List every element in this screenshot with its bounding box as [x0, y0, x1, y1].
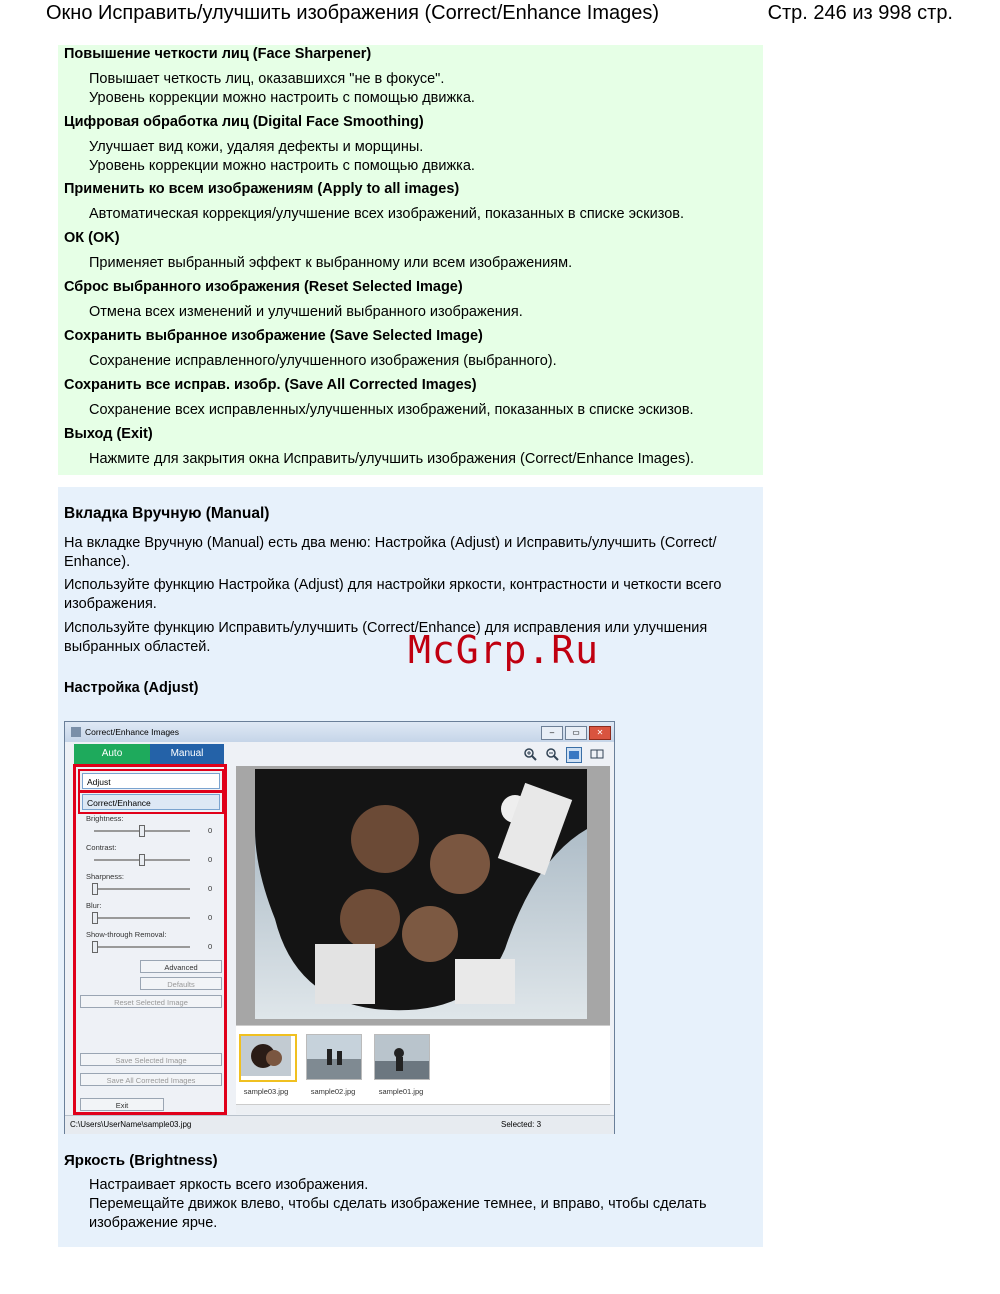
definition-text: Сохранение исправленного/улучшенного изображения (выбранного).	[89, 353, 557, 369]
show-through-label: Show-through Removal:	[86, 930, 167, 939]
page-number: Стр. 246 из 998 стр.	[767, 2, 953, 24]
document-title: Окно Исправить/улучшить изображения (Correct/Enhance Images)	[46, 2, 660, 24]
show-through-slider-track[interactable]	[94, 946, 190, 948]
paragraph: Используйте функцию Настройка (Adjust) для настройки яркости, контрастности и четкости всего изображения.	[64, 577, 722, 612]
tab-manual[interactable]: Manual	[150, 744, 224, 764]
thumbnail-selected[interactable]	[239, 1034, 297, 1082]
status-path: C:\Users\UserName\sample03.jpg	[70, 1120, 192, 1129]
definition-term: Применить ко всем изображениям (Apply to all images)	[64, 181, 460, 197]
correct-enhance-menu-button[interactable]: Correct/Enhance	[82, 794, 220, 810]
show-through-slider-handle[interactable]	[92, 941, 98, 953]
zoom-out-icon[interactable]	[545, 747, 559, 761]
definition-text: Применяет выбранный эффект к выбранному или всем изображениям.	[89, 255, 573, 271]
preview-photo	[255, 769, 587, 1019]
thumbnail-scrollbar[interactable]	[236, 1104, 610, 1114]
compare-view-icon[interactable]	[590, 747, 604, 761]
adjust-menu-button[interactable]: Adjust	[82, 773, 220, 789]
definition-term: Повышение четкости лиц (Face Sharpener)	[64, 46, 372, 62]
contrast-value: 0	[208, 855, 213, 864]
defaults-button[interactable]: Defaults	[140, 977, 222, 990]
exit-button[interactable]: Exit	[80, 1098, 164, 1111]
minimize-icon[interactable]: –	[541, 726, 563, 740]
image-preview-area	[236, 766, 610, 1025]
thumbnail[interactable]	[306, 1034, 362, 1080]
thumbnail-caption: sample02.jpg	[310, 1087, 356, 1096]
whole-image-view-icon[interactable]	[566, 747, 582, 763]
subheading: Настройка (Adjust)	[64, 680, 199, 696]
advanced-button[interactable]: Advanced	[140, 960, 222, 973]
definition-text: Сохранение всех исправленных/улучшенных изображений, показанных в списке эскизов.	[89, 402, 694, 418]
thumbnail-caption: sample01.jpg	[378, 1087, 424, 1096]
paragraph: Используйте функцию Исправить/улучшить (Correct/Enhance) для исправления или улучшения выбранных областей.	[64, 620, 708, 655]
sharpness-slider-track[interactable]	[94, 888, 190, 890]
blur-slider-handle[interactable]	[92, 912, 98, 924]
reset-selected-image-button[interactable]: Reset Selected Image	[80, 995, 222, 1008]
brightness-text: изображение ярче.	[89, 1215, 218, 1231]
save-selected-image-button[interactable]: Save Selected Image	[80, 1053, 222, 1066]
blur-slider-track[interactable]	[94, 917, 190, 919]
definition-text: Уровень коррекции можно настроить с помощью движка.	[89, 90, 475, 106]
zoom-in-icon[interactable]	[523, 747, 537, 761]
window-title: Correct/Enhance Images	[85, 727, 180, 737]
brightness-text: Перемещайте движок влево, чтобы сделать изображение темнее, и вправо, чтобы сделать	[89, 1196, 707, 1212]
maximize-icon[interactable]: ▭	[565, 726, 587, 740]
app-window-screenshot	[64, 721, 615, 1134]
definition-term: Цифровая обработка лиц (Digital Face Smoothing)	[64, 114, 424, 130]
app-icon	[71, 727, 81, 737]
contrast-label: Contrast:	[86, 843, 117, 852]
paragraph: На вкладке Вручную (Manual) есть два меню: Настройка (Adjust) и Исправить/улучшить (Correct/ Enhance).	[64, 535, 717, 570]
definition-term: Выход (Exit)	[64, 426, 153, 442]
sharpness-label: Sharpness:	[86, 872, 124, 881]
brightness-slider-handle[interactable]	[139, 825, 145, 837]
definition-text: Автоматическая коррекция/улучшение всех изображений, показанных в списке эскизов.	[89, 206, 685, 222]
thumbnail[interactable]	[374, 1034, 430, 1080]
definition-text: Повышает четкость лиц, оказавшихся "не в фокусе".	[89, 71, 445, 87]
manual-controls-panel	[73, 764, 227, 1115]
watermark: McGrp.Ru	[408, 628, 600, 672]
definition-term: ОК (OK)	[64, 230, 120, 246]
definition-text: Нажмите для закрытия окна Исправить/улучшить изображения (Correct/Enhance Images).	[89, 451, 695, 467]
thumbnail-caption: sample03.jpg	[243, 1087, 289, 1096]
brightness-text: Настраивает яркость всего изображения.	[89, 1177, 369, 1193]
definition-term: Сохранить все исправ. изобр. (Save All Corrected Images)	[64, 377, 477, 393]
definition-term: Сброс выбранного изображения (Reset Selected Image)	[64, 279, 463, 295]
status-bar	[65, 1115, 614, 1134]
definition-text: Улучшает вид кожи, удаляя дефекты и морщины.	[89, 139, 424, 155]
brightness-label: Brightness:	[86, 814, 124, 823]
definition-text: Уровень коррекции можно настроить с помощью движка.	[89, 158, 475, 174]
sharpness-slider-handle[interactable]	[92, 883, 98, 895]
contrast-slider-handle[interactable]	[139, 854, 145, 866]
window-titlebar	[65, 722, 614, 742]
show-through-value: 0	[208, 942, 213, 951]
brightness-heading: Яркость (Brightness)	[64, 1152, 218, 1169]
tab-auto[interactable]: Auto	[74, 744, 150, 764]
section-title: Вкладка Вручную (Manual)	[64, 505, 270, 522]
definition-text: Отмена всех изменений и улучшений выбранного изображения.	[89, 304, 523, 320]
status-selected: Selected: 3	[501, 1120, 542, 1129]
save-all-corrected-images-button[interactable]: Save All Corrected Images	[80, 1073, 222, 1086]
thumbnail-strip	[236, 1025, 610, 1114]
sharpness-value: 0	[208, 884, 213, 893]
brightness-value: 0	[208, 826, 213, 835]
blur-value: 0	[208, 913, 213, 922]
close-icon[interactable]: ✕	[589, 726, 611, 740]
definition-term: Сохранить выбранное изображение (Save Selected Image)	[64, 328, 483, 344]
blur-label: Blur:	[86, 901, 102, 910]
